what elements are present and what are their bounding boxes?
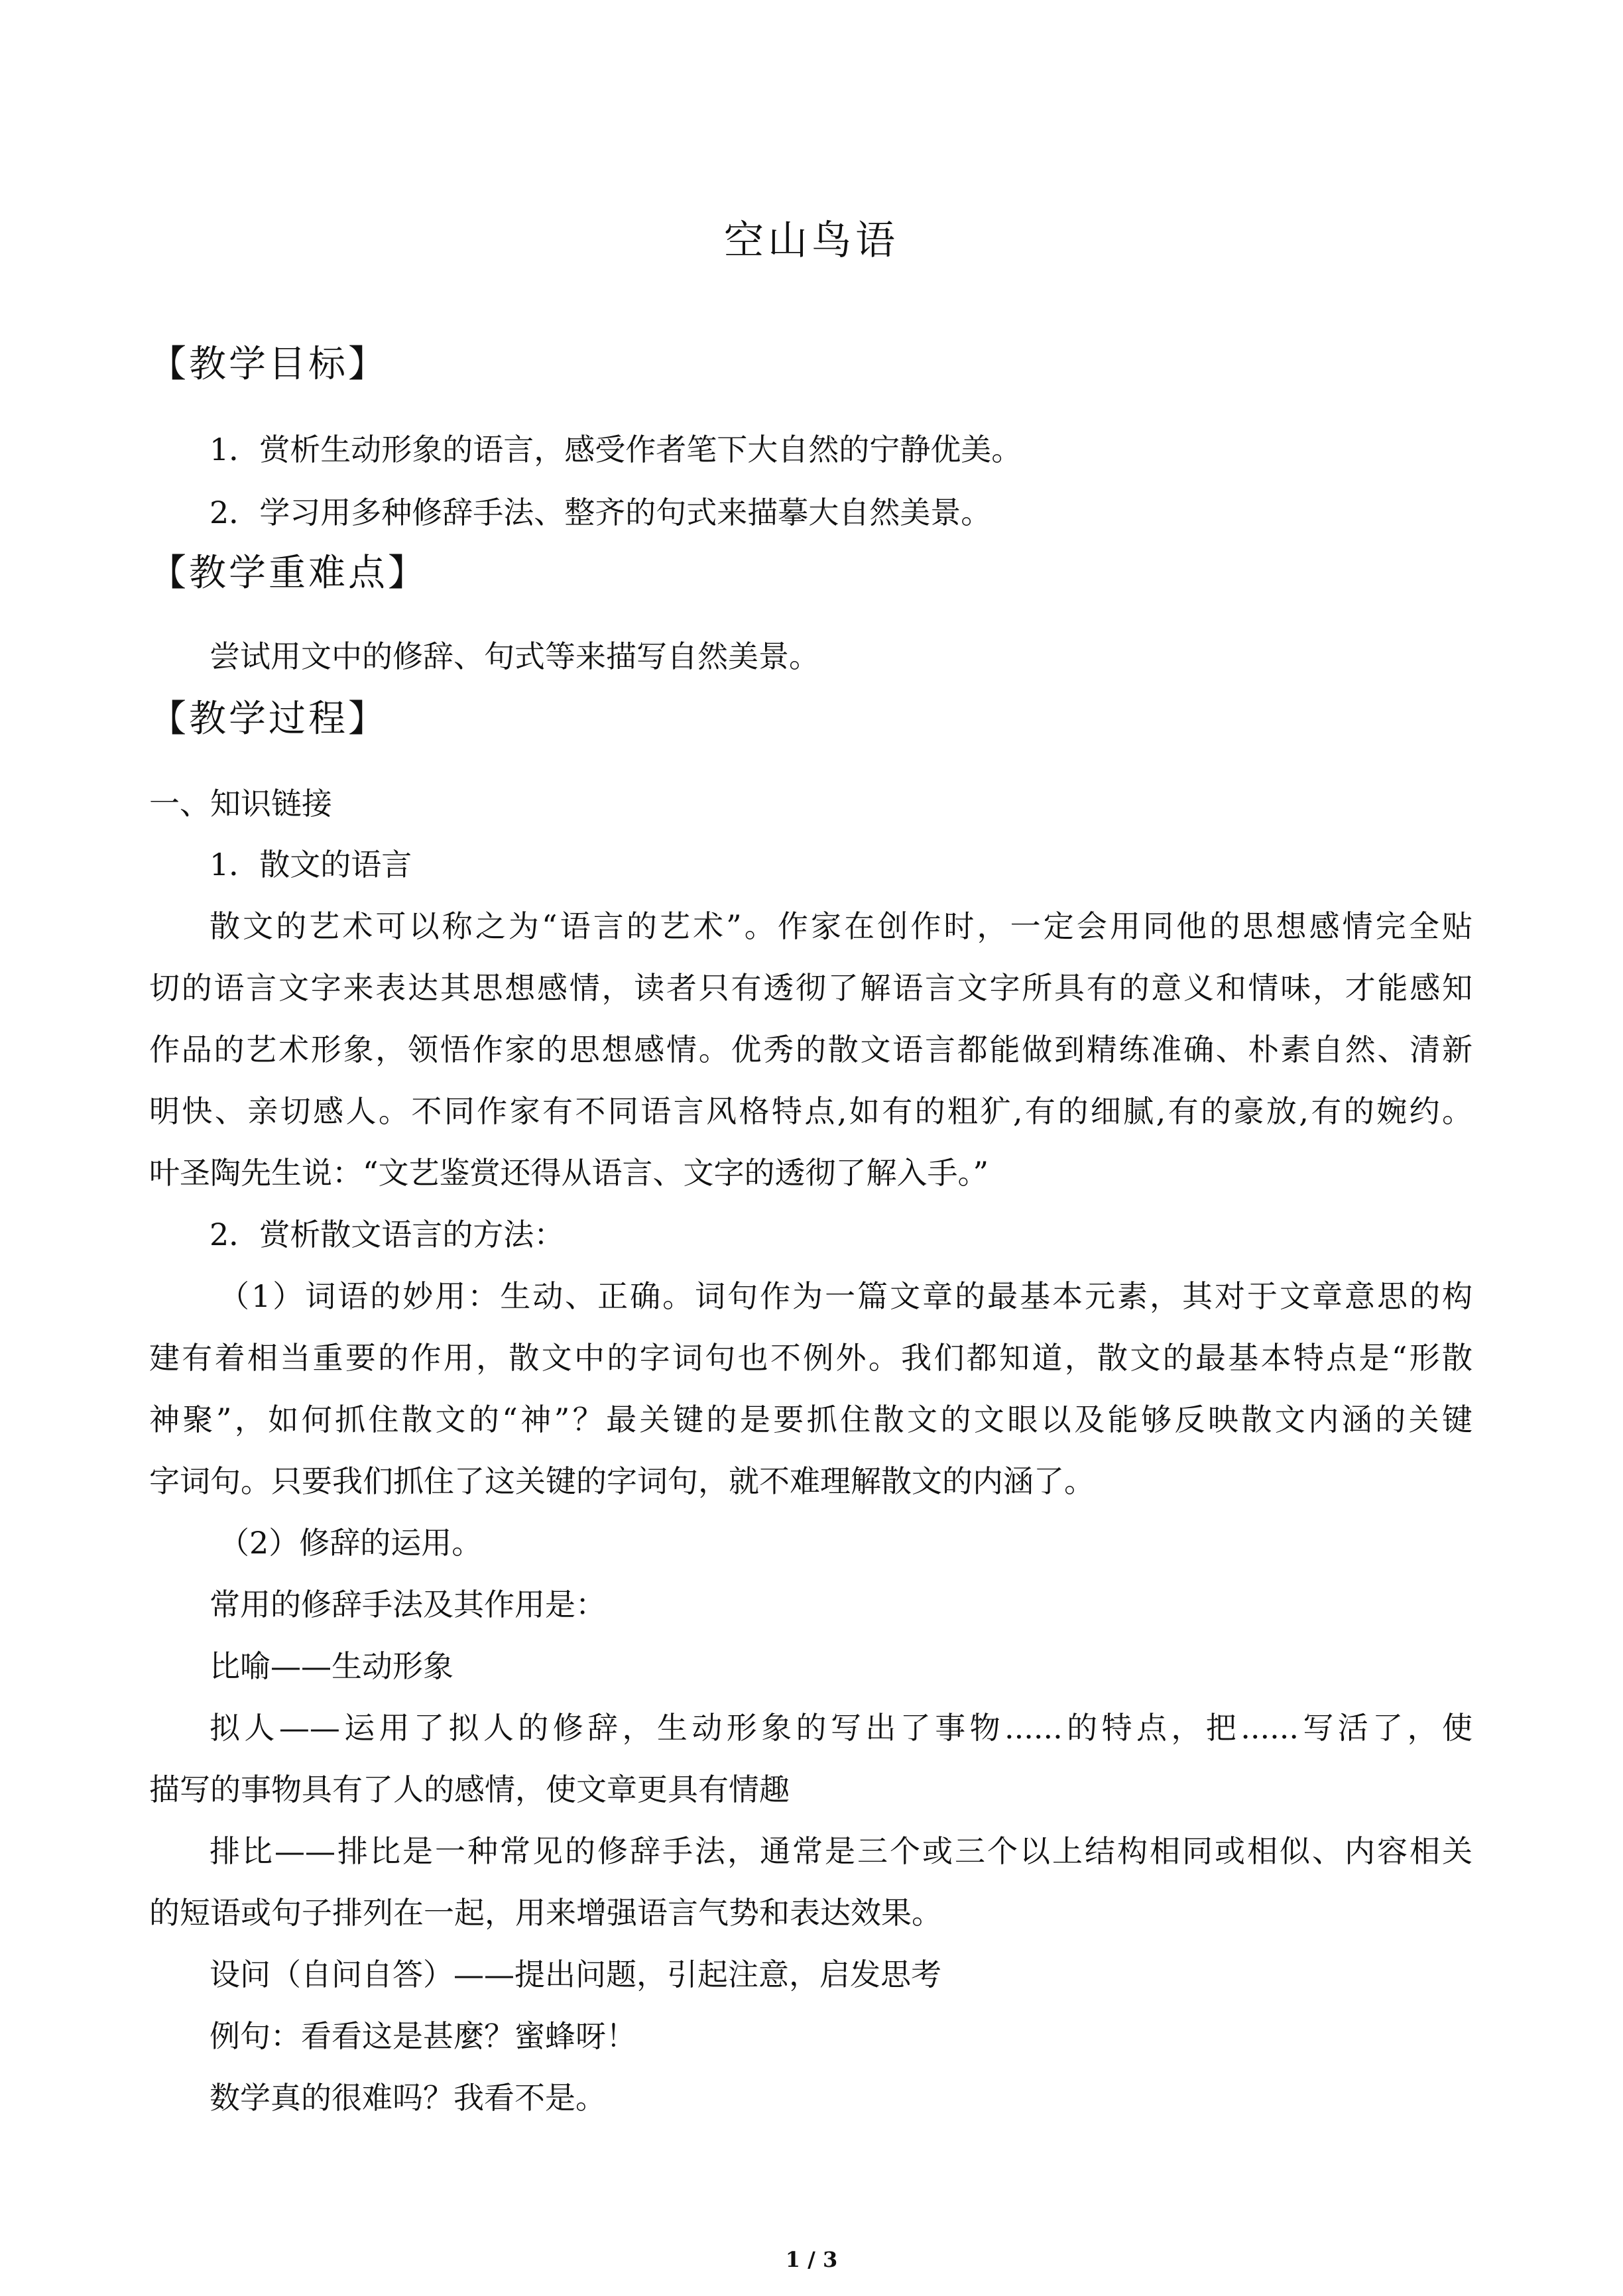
- page-number: 1 / 3: [785, 2247, 838, 2272]
- objective-item-2: 2．学习用多种修辞手法、整齐的句式来描摹大自然美景。: [210, 495, 992, 530]
- para2-line-1: （1）词语的妙用：生动、正确。词句作为一篇文章的最基本元素，其对于文章意思的构: [219, 1278, 1473, 1314]
- para1-line-1: 散文的艺术可以称之为“语言的艺术”。作家在创作时，一定会用同他的思想感情完全贴: [210, 908, 1473, 944]
- parallelism-line-2: 的短语或句子排列在一起，用来增强语言气势和表达效果。: [149, 1895, 942, 1931]
- key-points-text: 尝试用文中的修辞、句式等来描写自然美景。: [210, 638, 819, 674]
- rhetoric-title: （2）修辞的运用。: [219, 1525, 483, 1561]
- para1-line-3: 作品的艺术形象，领悟作家的思想感情。优秀的散文语言都能做到精练准确、朴素自然、清新: [149, 1032, 1473, 1067]
- para2-line-4: 字词句。只要我们抓住了这关键的字词句，就不难理解散文的内涵了。: [149, 1463, 1095, 1499]
- personification-line-1: 拟人——运用了拟人的修辞，生动形象的写出了事物......的特点，把......写活了，使: [210, 1710, 1473, 1746]
- process-heading: 【教学过程】: [149, 697, 388, 741]
- part1-title: 一、知识链接: [149, 786, 332, 821]
- parallelism-line-1: 排比——排比是一种常见的修辞手法，通常是三个或三个以上结构相同或相似、内容相关: [210, 1833, 1473, 1869]
- para2-line-2: 建有着相当重要的作用，散文中的字词句也不例外。我们都知道，散文的最基本特点是“形散: [149, 1340, 1473, 1376]
- sub2-title: 2．赏析散文语言的方法：: [210, 1217, 565, 1252]
- key-points-heading: 【教学重难点】: [149, 552, 428, 595]
- example-line-1: 例句：看看这是甚麼？蜜蜂呀！: [210, 2018, 636, 2054]
- para2-line-3: 神聚”，如何抓住散文的“神”？最关键的是要抓住散文的文眼以及能够反映散文内涵的关键: [149, 1402, 1473, 1437]
- para1-line-4: 明快、亲切感人。不同作家有不同语言风格特点,如有的粗犷,有的细腻,有的豪放,有的婉约。: [149, 1093, 1473, 1129]
- page-title: 空山鸟语: [724, 217, 899, 264]
- objective-item-1: 1．赏析生动形象的语言，感受作者笔下大自然的宁静优美。: [210, 432, 1022, 467]
- metaphor-line: 比喻——生动形象: [210, 1648, 453, 1684]
- para1-line-5: 叶圣陶先生说：“文艺鉴赏还得从语言、文字的透彻了解入手。”: [149, 1155, 989, 1191]
- personification-line-2: 描写的事物具有了人的感情，使文章更具有情趣: [149, 1772, 790, 1807]
- sub1-title: 1．散文的语言: [210, 847, 412, 882]
- objectives-heading: 【教学目标】: [149, 343, 388, 386]
- question-line: 设问（自问自答）——提出问题，引起注意，启发思考: [210, 1957, 941, 1992]
- rhetoric-intro: 常用的修辞手法及其作用是：: [210, 1587, 606, 1622]
- example-line-2: 数学真的很难吗？我看不是。: [210, 2080, 606, 2116]
- para1-line-2: 切的语言文字来表达其思想感情，读者只有透彻了解语言文字所具有的意义和情味，才能感知: [149, 970, 1473, 1006]
